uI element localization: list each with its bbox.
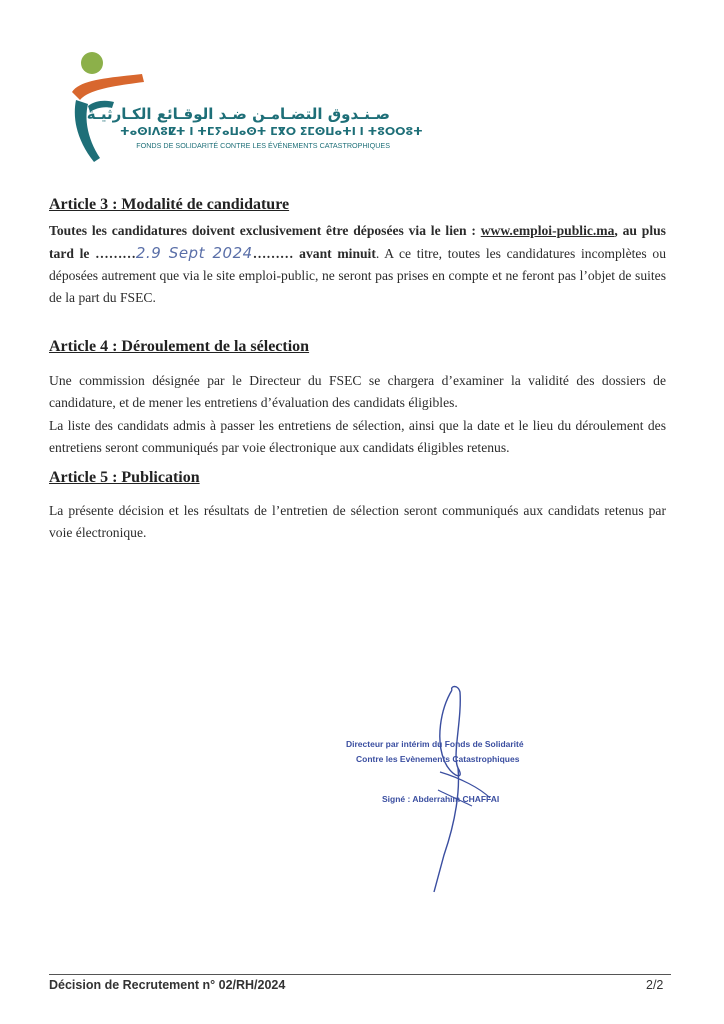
footer-decision-reference: Décision de Recrutement n° 02/RH/2024	[49, 978, 286, 992]
signature-title-line2: Contre les Evènements Catastrophiques	[356, 754, 520, 764]
logo-green-circle	[81, 52, 103, 74]
logo-tifinagh-name: ⵜⴰⵙⵏⴷⵓⵇⵜ ⵏ ⵜⵎⵢⴰⵡⴰⵙⵜ ⵎⴳⵔ ⵉⵎⵙⵡⴰⵜⵏ ⵏ ⵜⵓⵔⵔⵓⵜ	[120, 125, 423, 138]
article5-paragraph: La présente décision et les résultats de l’entretien de sélection seront communiqués aux candidats retenus par voie électronique.	[49, 503, 666, 540]
fsec-logo	[66, 50, 423, 165]
article3-title: Article 3 : Modalité de candidature	[49, 196, 290, 213]
emploi-public-link[interactable]: www.emploi-public.ma	[480, 223, 615, 238]
logo-french-name: FONDS DE SOLIDARITÉ CONTRE LES ÉVÉNEMENTS CATASTROPHIQUES	[136, 141, 390, 150]
article3-line1: Toutes les candidatures doivent exclusivement être déposées via le lien :	[49, 223, 481, 238]
article4-title: Article 4 : Déroulement de la sélection	[49, 338, 310, 355]
logo-text-block	[86, 104, 423, 152]
logo-arabic-name: صـنـدوق التضـامـن ضـد الوقـائع الكـارثيـة	[86, 105, 390, 123]
signature-name: Signé : Abderrahim CHAFFAI	[382, 794, 500, 804]
signature-title-line1: Directeur par intérim du Fonds de Solidarité	[346, 739, 524, 749]
article3-paragraph	[49, 220, 666, 309]
article3-rest: . A ce titre, toutes les candidatures incomplètes ou déposées autrement que via le site emploi-public, ne seront pas prises en compte et ne feront pas l’objet de suites de la part du FSEC.	[49, 246, 666, 305]
footer-page-number: 2/2	[646, 978, 664, 992]
article3-line2-dots: ………	[252, 246, 294, 261]
footer-divider	[49, 974, 671, 975]
handwritten-signature-icon	[340, 680, 590, 900]
article3-avant-minuit: avant minuit	[293, 246, 376, 261]
handwritten-date: 2.9 Sept 2024	[135, 244, 253, 262]
logo-orange-swoosh	[72, 74, 144, 100]
signature-block	[340, 680, 590, 900]
article5-title: Article 5 : Publication	[49, 469, 200, 486]
article4-paragraph-1: Une commission désignée par le Directeur du FSEC se chargera d’examiner la validité des dossiers de candidature, et de mener les entretiens d’évaluation des candidats éligibles.	[49, 373, 666, 410]
article3-line2-prefix: au plus tard le ………	[49, 223, 666, 261]
article4-paragraph-2: La liste des candidats admis à passer les entretiens de sélection, ainsi que la date et le lieu du déroulement des entretiens seront communiqués par voie électronique aux candidats éligibles retenus.	[49, 418, 666, 455]
article3-line1-end: ,	[614, 223, 618, 238]
